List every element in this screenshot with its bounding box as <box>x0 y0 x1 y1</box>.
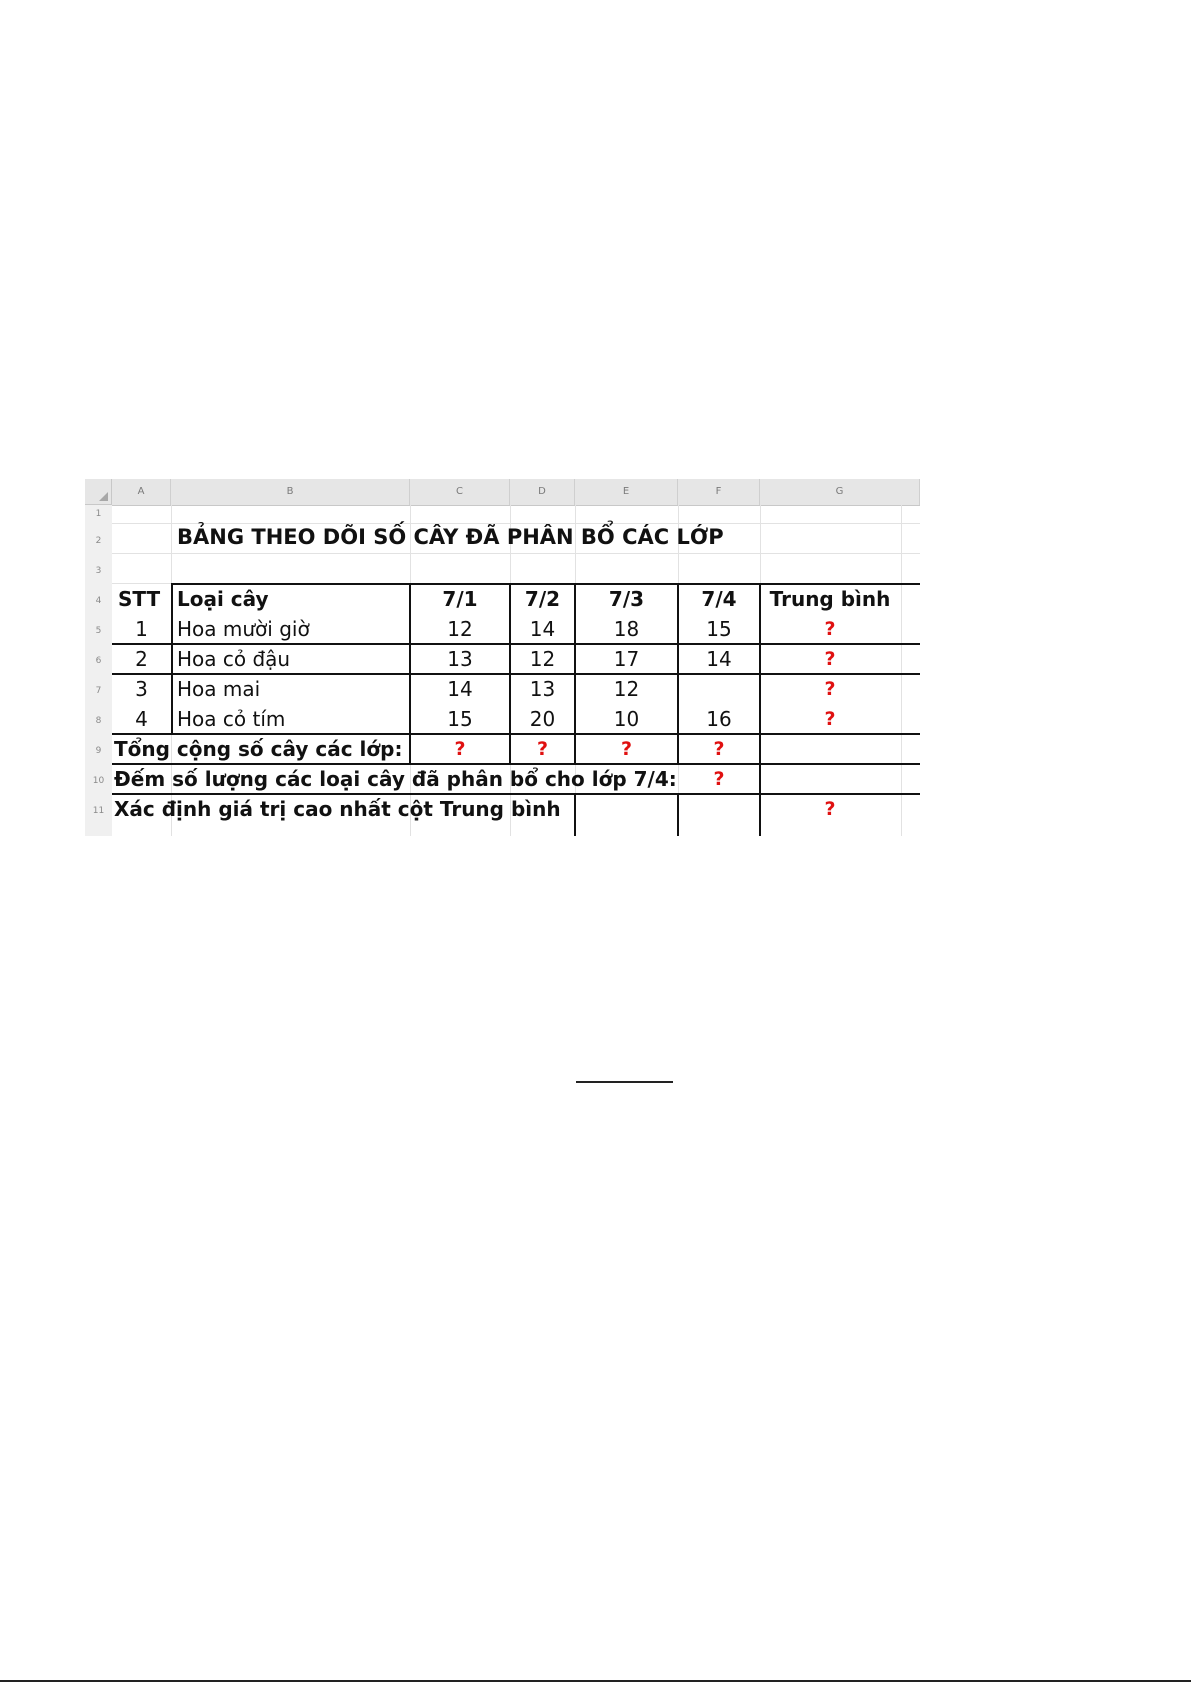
row-1-7-4: 15 <box>706 617 732 641</box>
row-4-7-3: 10 <box>613 707 640 731</box>
max-row-label: Xác định giá trị cao nhất cột Trung bình <box>114 797 561 821</box>
row-1-7-1: 12 <box>447 617 473 641</box>
header-7-1: 7/1 <box>442 587 478 611</box>
column-header-c[interactable]: C <box>410 479 510 505</box>
total-row-label: Tổng cộng số cây các lớp: <box>114 737 403 761</box>
column-header-f[interactable]: F <box>678 479 760 505</box>
row-4-7-1: 15 <box>447 707 473 731</box>
row-header-6[interactable]: 6 <box>95 656 102 666</box>
table-border <box>677 793 679 836</box>
total-7-1: ? <box>454 738 466 760</box>
row-2-7-1: 13 <box>447 647 473 671</box>
page-bottom-rule <box>0 1680 1191 1682</box>
row-1-average: ? <box>824 618 836 640</box>
row-header-11[interactable]: 11 <box>92 806 105 816</box>
table-border <box>574 793 576 836</box>
sheet-title: BẢNG THEO DÕI SỐ CÂY ĐÃ PHÂN BỔ CÁC LỚP <box>177 525 724 549</box>
table-border <box>171 583 173 733</box>
column-header-e[interactable]: E <box>575 479 678 505</box>
column-header-d[interactable]: D <box>510 479 575 505</box>
row-3-average: ? <box>824 678 836 700</box>
row-3-name: Hoa mai <box>177 677 261 701</box>
count-7-4-value: ? <box>713 768 725 790</box>
row-4-average: ? <box>824 708 836 730</box>
row-1-stt: 1 <box>135 617 148 641</box>
row-2-stt: 2 <box>135 647 148 671</box>
row-header-3[interactable]: 3 <box>95 566 102 576</box>
row-header-5[interactable]: 5 <box>95 626 102 636</box>
header-loai-cay: Loại cây <box>177 587 269 611</box>
row-1-7-2: 14 <box>529 617 556 641</box>
row-1-7-3: 18 <box>613 617 640 641</box>
row-3-7-1: 14 <box>447 677 473 701</box>
spreadsheet <box>85 479 920 836</box>
max-average-value: ? <box>824 798 836 820</box>
row-header-9[interactable]: 9 <box>95 746 102 756</box>
column-header-g[interactable]: G <box>760 479 920 505</box>
row-header-7[interactable]: 7 <box>95 686 102 696</box>
total-7-2: ? <box>536 738 549 760</box>
row-3-stt: 3 <box>135 677 148 701</box>
column-header-a[interactable]: A <box>112 479 171 505</box>
row-2-average: ? <box>824 648 836 670</box>
row-3-7-2: 13 <box>529 677 556 701</box>
row-header-bar <box>85 505 112 836</box>
row-header-4[interactable]: 4 <box>95 596 102 606</box>
row-4-7-4: 16 <box>706 707 732 731</box>
row-header-2[interactable]: 2 <box>95 536 102 546</box>
select-all-triangle-icon <box>99 492 108 501</box>
header-7-3: 7/3 <box>608 587 645 611</box>
total-7-3: ? <box>620 738 633 760</box>
row-2-name: Hoa cỏ đậu <box>177 647 291 671</box>
row-4-name: Hoa cỏ tím <box>177 707 286 731</box>
header-7-2: 7/2 <box>524 587 561 611</box>
row-4-7-2: 20 <box>529 707 556 731</box>
gridline <box>112 553 920 554</box>
decorative-rule <box>576 1081 673 1083</box>
row-3-7-3: 12 <box>613 677 640 701</box>
row-2-7-2: 12 <box>529 647 556 671</box>
row-2-7-3: 17 <box>613 647 640 671</box>
column-header-b[interactable]: B <box>171 479 410 505</box>
row-1-name: Hoa mười giờ <box>177 617 310 641</box>
row-4-stt: 4 <box>135 707 148 731</box>
count-row-label: Đếm số lượng các loại cây đã phân bổ cho lớp 7/4: <box>114 767 677 791</box>
header-stt: STT <box>118 587 161 611</box>
header-trung-binh: Trung bình <box>769 587 891 611</box>
row-2-7-4: 14 <box>706 647 732 671</box>
gridline <box>901 505 902 836</box>
total-7-4: ? <box>713 738 725 760</box>
header-7-4: 7/4 <box>701 587 737 611</box>
select-all-corner[interactable] <box>85 479 112 505</box>
row-header-10[interactable]: 10 <box>92 776 105 786</box>
row-header-8[interactable]: 8 <box>95 716 102 726</box>
row-header-1[interactable]: 1 <box>95 509 102 519</box>
